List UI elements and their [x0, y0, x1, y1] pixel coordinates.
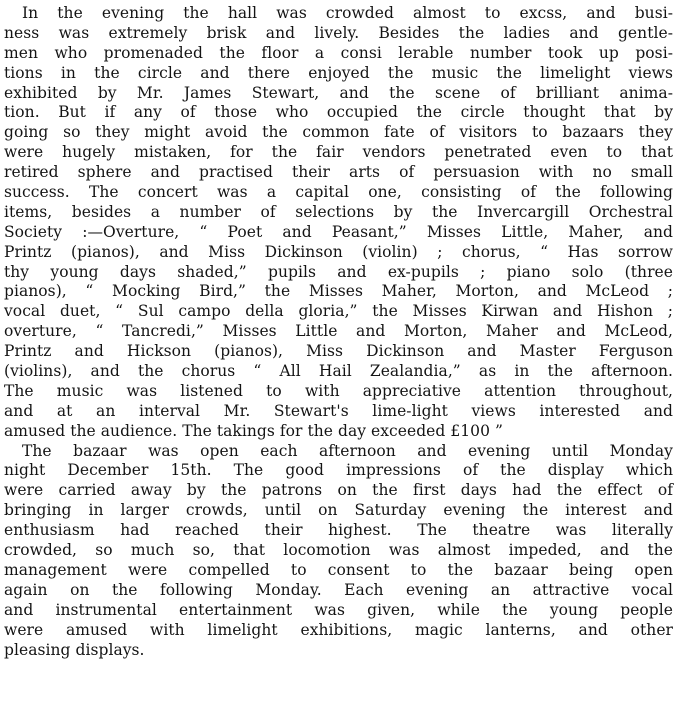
text-line: exhibited by Mr. James Stewart, and the scene of brilliant anima- — [4, 83, 673, 102]
paragraph-concert — [4, 4, 673, 442]
text-line: vocal duet, “ Sul campo della gloria,” the Misses Kirwan and Hishon ; — [4, 302, 673, 321]
text-line: The bazaar was open each afternoon and evening until Monday — [22, 441, 673, 460]
text-line: were amused with limelight exhibitions, magic lanterns, and other — [4, 620, 673, 639]
text-line: Printz (pianos), and Miss Dickinson (violin) ; chorus, “ Has sorrow — [4, 242, 673, 261]
text-line: (violins), and the chorus “ All Hail Zealandia,” as in the afternoon. — [4, 362, 673, 381]
text-line: success. The concert was a capital one, consisting of the following — [4, 183, 673, 202]
text-line: retired sphere and practised their arts of persuasion with no small — [4, 163, 673, 182]
text-line: again on the following Monday. Each evening an attractive vocal — [4, 580, 673, 599]
text-line: were carried away by the patrons on the first days had the effect of — [4, 481, 673, 500]
text-line: Printz and Hickson (pianos), Miss Dickinson and Master Ferguson — [4, 342, 673, 361]
text-line: amused the audience. The takings for the day exceeded £100 ” — [4, 421, 503, 440]
text-line: pleasing displays. — [4, 640, 145, 659]
text-line: In the evening the hall was crowded almost to exc⁠ss, and busi- — [22, 4, 673, 22]
text-line: were hugely mistaken, for the fair vendors penetrated even to that — [4, 143, 673, 162]
text-line: going so they might avoid the common fate of visitors to bazaars they — [4, 123, 673, 142]
text-line: and instrumental entertainment was given, while the young people — [4, 600, 673, 619]
newspaper-article — [4, 4, 673, 660]
text-line: tion. But if any of those who occupied the circle thought that by — [4, 103, 673, 122]
text-line: The music was listened to with appreciative attention throughout, — [4, 381, 673, 400]
text-line: men who promenaded the floor a consi lerable number took up posi- — [4, 43, 673, 62]
text-line: enthusiasm had reached their highest. The theatre was literally — [4, 521, 673, 540]
paragraph-bazaar — [4, 442, 673, 661]
text-line: ness was extremely brisk and lively. Besides the ladies and gentle- — [4, 23, 673, 42]
text-line: bringing in larger crowds, until on Saturday evening the interest and — [4, 501, 673, 520]
text-line: overture, “ Tancredi,” Misses Little and Morton, Maher and McLeod, — [4, 322, 673, 341]
text-line: Society :—Overture, “ Poet and Peasant,” Misses Little, Maher, and — [4, 222, 673, 241]
text-line: pianos), “ Mocking Bird,” the Misses Maher, Morton, and McLeod ; — [4, 282, 673, 301]
text-line: tions in the circle and there enjoyed the music the limelight views — [4, 63, 673, 82]
text-line: crowded, so much so, that locomotion was almost impeded, and the — [4, 541, 673, 560]
text-line: thy young days shaded,” pupils and ex-pupils ; piano solo (three — [4, 262, 673, 281]
text-line: management were compelled to consent to the bazaar being open — [4, 560, 673, 579]
text-line: items, besides a number of selections by the Invercargill Orchestral — [4, 202, 673, 221]
text-line: and at an interval Mr. Stewart's lime-light views interested and — [4, 401, 673, 420]
text-line: night December 15th. The good impressions of the display which — [4, 461, 673, 480]
